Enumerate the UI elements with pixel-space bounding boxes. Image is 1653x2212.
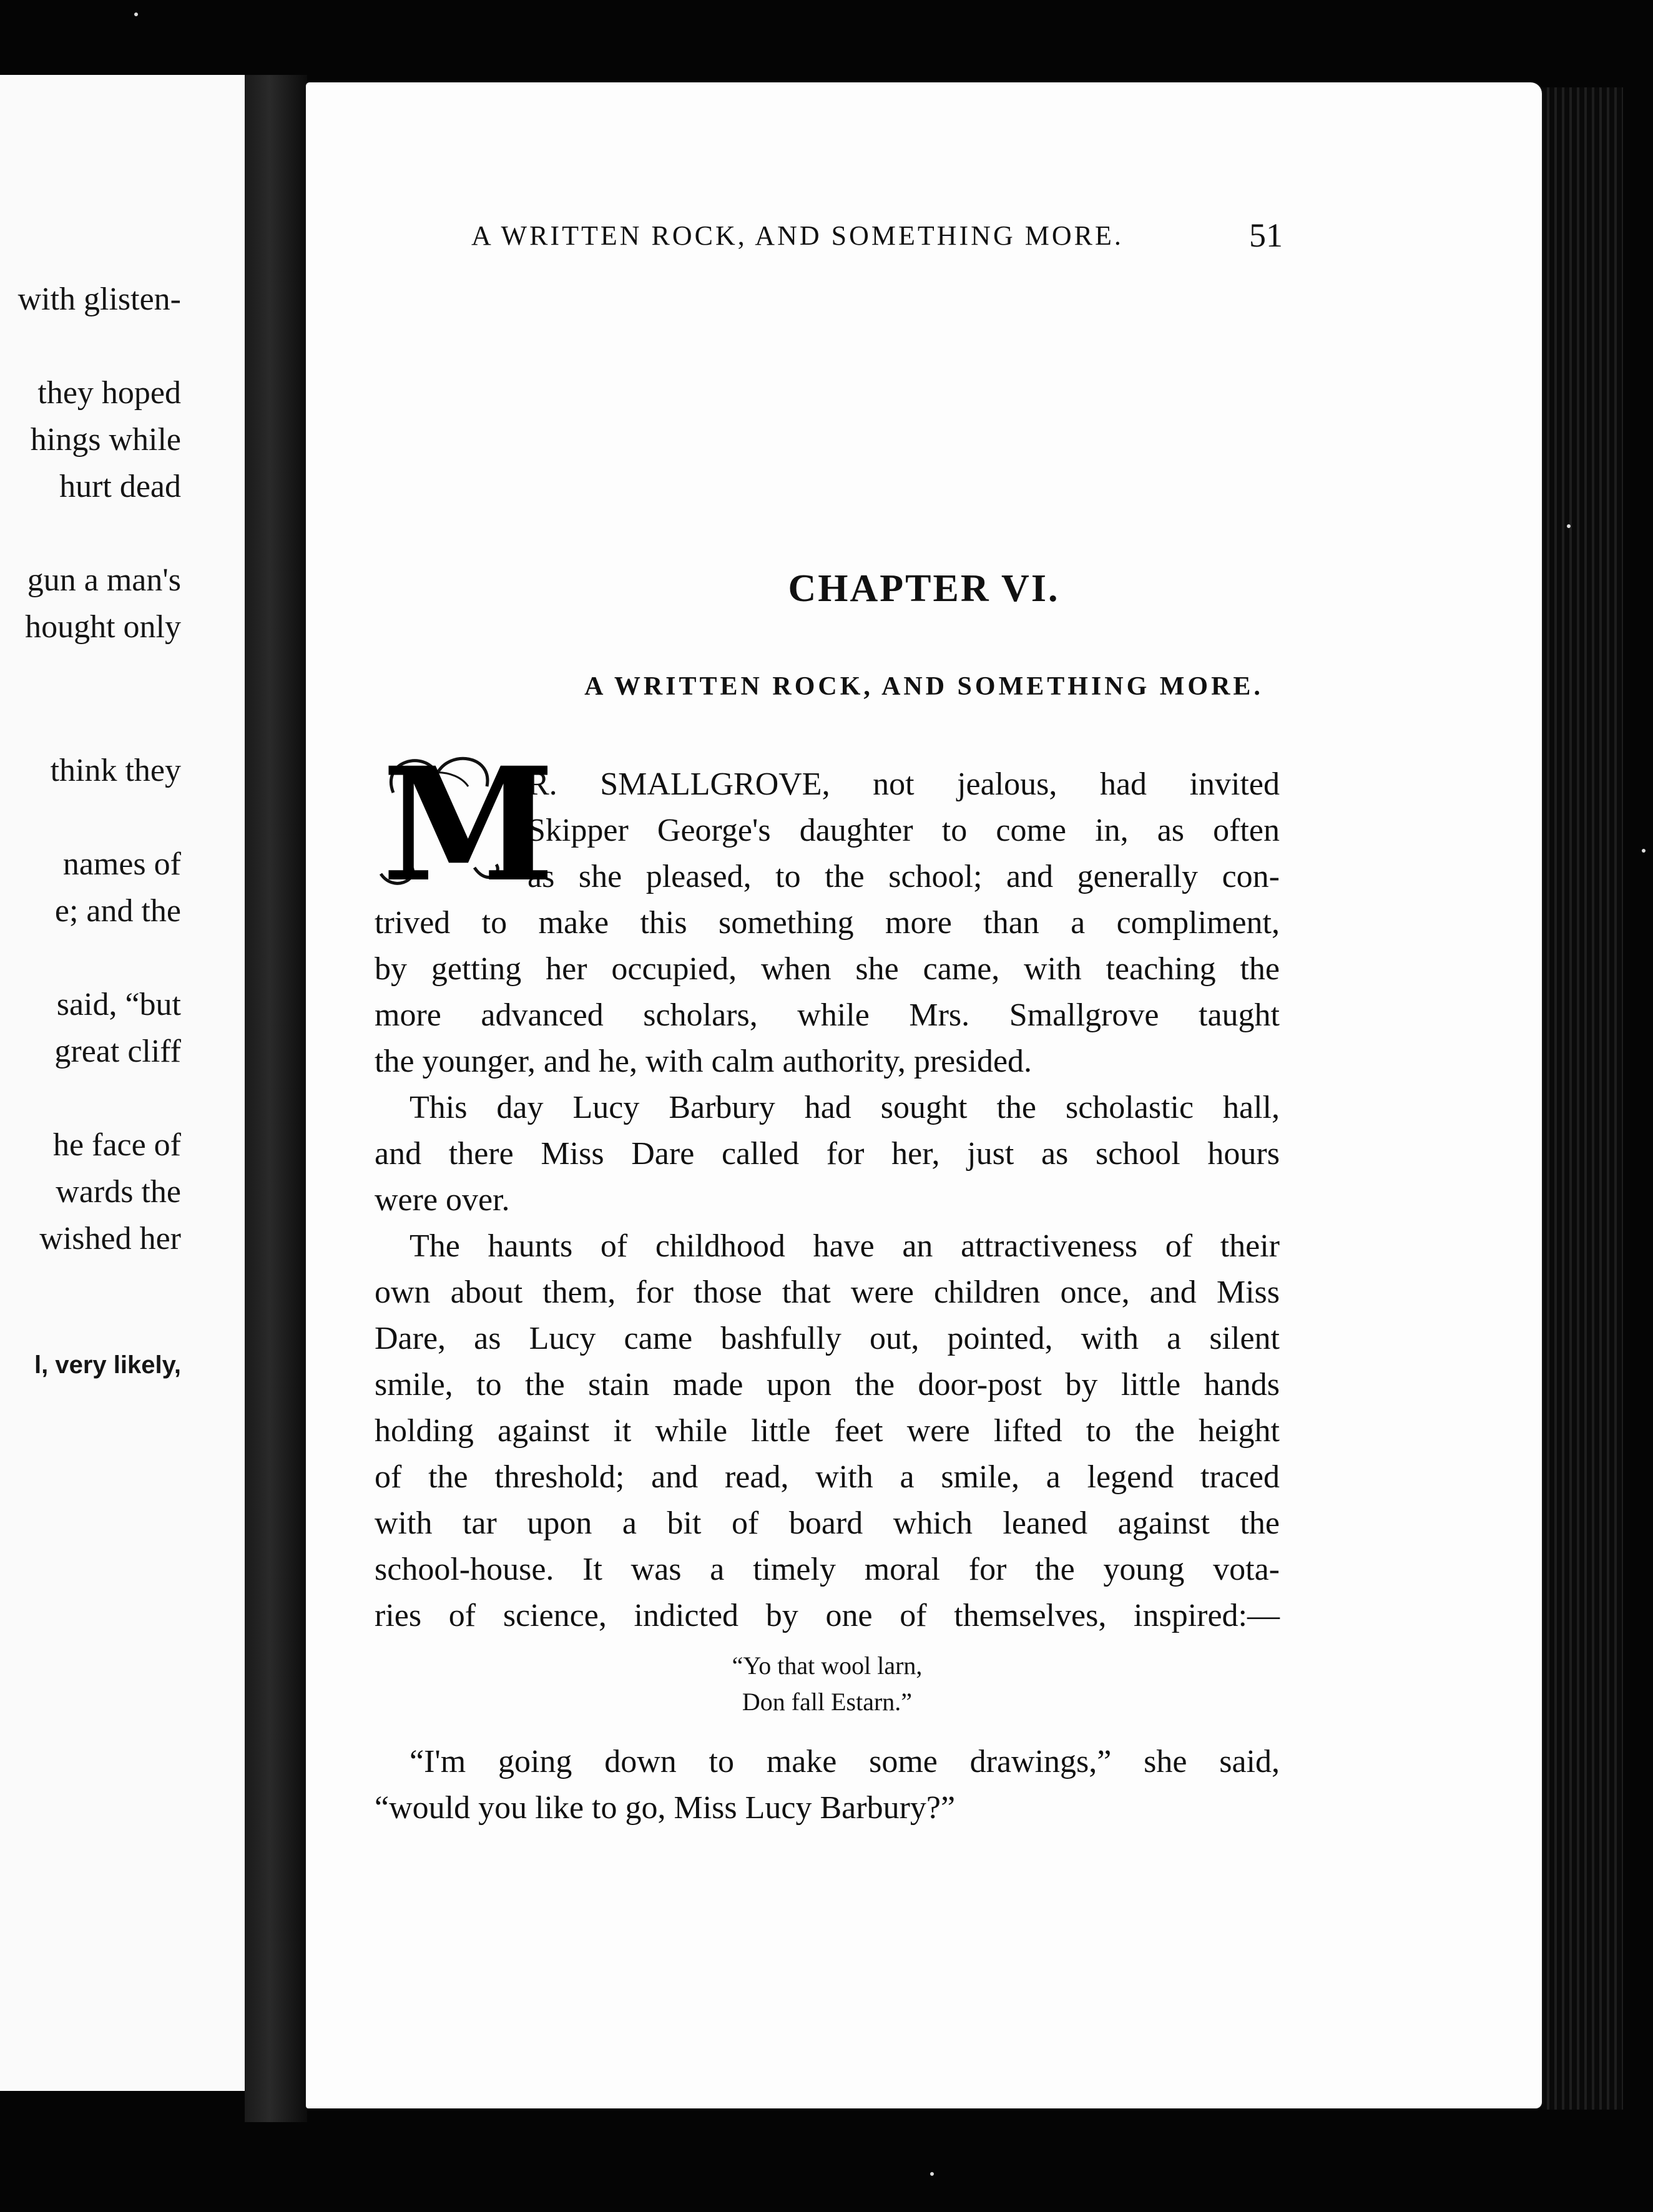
running-head-title: A WRITTEN ROCK, AND SOMETHING MORE. xyxy=(471,220,1124,251)
verse-line: “Yo that wool larn, xyxy=(732,1652,923,1680)
text-line: Dare, as Lucy came bashfully out, pointed, with a silent xyxy=(375,1321,1280,1356)
text-line: with tar upon a bit of board which leaned against the xyxy=(375,1505,1280,1541)
verse-quote xyxy=(375,1648,1280,1720)
previous-page-line: hings while xyxy=(30,422,181,458)
chapter-subtitle: A WRITTEN ROCK, AND SOMETHING MORE. xyxy=(584,672,1263,701)
previous-page-footnote: l, very likely, xyxy=(34,1351,181,1379)
text-line: ries of science, indicted by one of themselves, inspired:— xyxy=(375,1598,1280,1633)
previous-page-line: wished her xyxy=(39,1221,181,1256)
chapter-heading: CHAPTER VI. xyxy=(788,567,1060,610)
previous-page-line: gun a man's xyxy=(27,562,181,598)
text-line: as she pleased, to the school; and generally con- xyxy=(527,859,1280,894)
previous-page-line: they hoped xyxy=(37,375,181,411)
paragraph-4 xyxy=(375,1739,1280,1831)
previous-page-line: with glisten- xyxy=(17,281,181,317)
previous-page-line: he face of xyxy=(53,1127,181,1163)
text-line: of the threshold; and read, with a smile, a legend traced xyxy=(375,1459,1280,1495)
scan-speck xyxy=(1567,524,1571,528)
text-line: own about them, for those that were children once, and Miss xyxy=(375,1275,1280,1310)
scan-speck xyxy=(930,2172,934,2176)
text-line: school-house. It was a timely moral for the young vota- xyxy=(375,1552,1280,1587)
text-line: more advanced scholars, while Mrs. Smallgrove taught xyxy=(375,997,1280,1033)
drop-cap-letter: M xyxy=(382,733,555,916)
text-line: The haunts of childhood have an attractiveness of their xyxy=(410,1228,1280,1264)
body-text xyxy=(375,733,1280,1831)
text-line: were over. xyxy=(375,1182,510,1218)
book-gutter xyxy=(245,75,307,2122)
previous-page-line: said, “but xyxy=(56,987,181,1022)
text-line: smile, to the stain made upon the door-post by little hands xyxy=(375,1367,1280,1402)
text-line: the younger, and he, with calm authority, presided. xyxy=(375,1044,1033,1079)
running-head xyxy=(471,217,1283,254)
paragraph-3 xyxy=(375,1223,1280,1639)
text-line: trived to make this something more than a compliment, xyxy=(375,905,1280,941)
paragraph-2 xyxy=(375,1085,1280,1223)
text-line: “I'm going down to make some drawings,” she said, xyxy=(410,1744,1280,1779)
previous-page-line: wards the xyxy=(56,1174,181,1210)
scan-speck xyxy=(1642,849,1646,853)
drop-cap-ornament xyxy=(368,733,555,916)
previous-page-line: names of xyxy=(62,846,181,882)
text-line: and there Miss Dare called for her, just as school hours xyxy=(375,1136,1280,1172)
previous-page-line: e; and the xyxy=(54,893,181,929)
verse-line: Don fall Estarn.” xyxy=(742,1688,913,1716)
previous-page-line: hurt dead xyxy=(59,469,181,504)
text-line: Skipper George's daughter to come in, as often xyxy=(527,813,1280,848)
text-line: This day Lucy Barbury had sought the scholastic hall, xyxy=(410,1090,1280,1125)
previous-page-line: hought only xyxy=(25,609,181,645)
previous-page-line: great cliff xyxy=(54,1034,181,1069)
previous-page-line: think they xyxy=(50,753,181,788)
page-number: 51 xyxy=(1249,217,1283,254)
text-line: holding against it while little feet were lifted to the height xyxy=(375,1413,1280,1449)
text-line: by getting her occupied, when she came, with teaching the xyxy=(375,951,1280,987)
scan-speck xyxy=(134,12,138,16)
page-edges xyxy=(1542,87,1623,2110)
paragraph-1 xyxy=(375,733,1280,1085)
previous-page xyxy=(0,75,278,2091)
text-line: “would you like to go, Miss Lucy Barbury?” xyxy=(375,1790,956,1826)
text-line: R. SMALLGROVE, not jealous, had invited xyxy=(527,766,1280,802)
